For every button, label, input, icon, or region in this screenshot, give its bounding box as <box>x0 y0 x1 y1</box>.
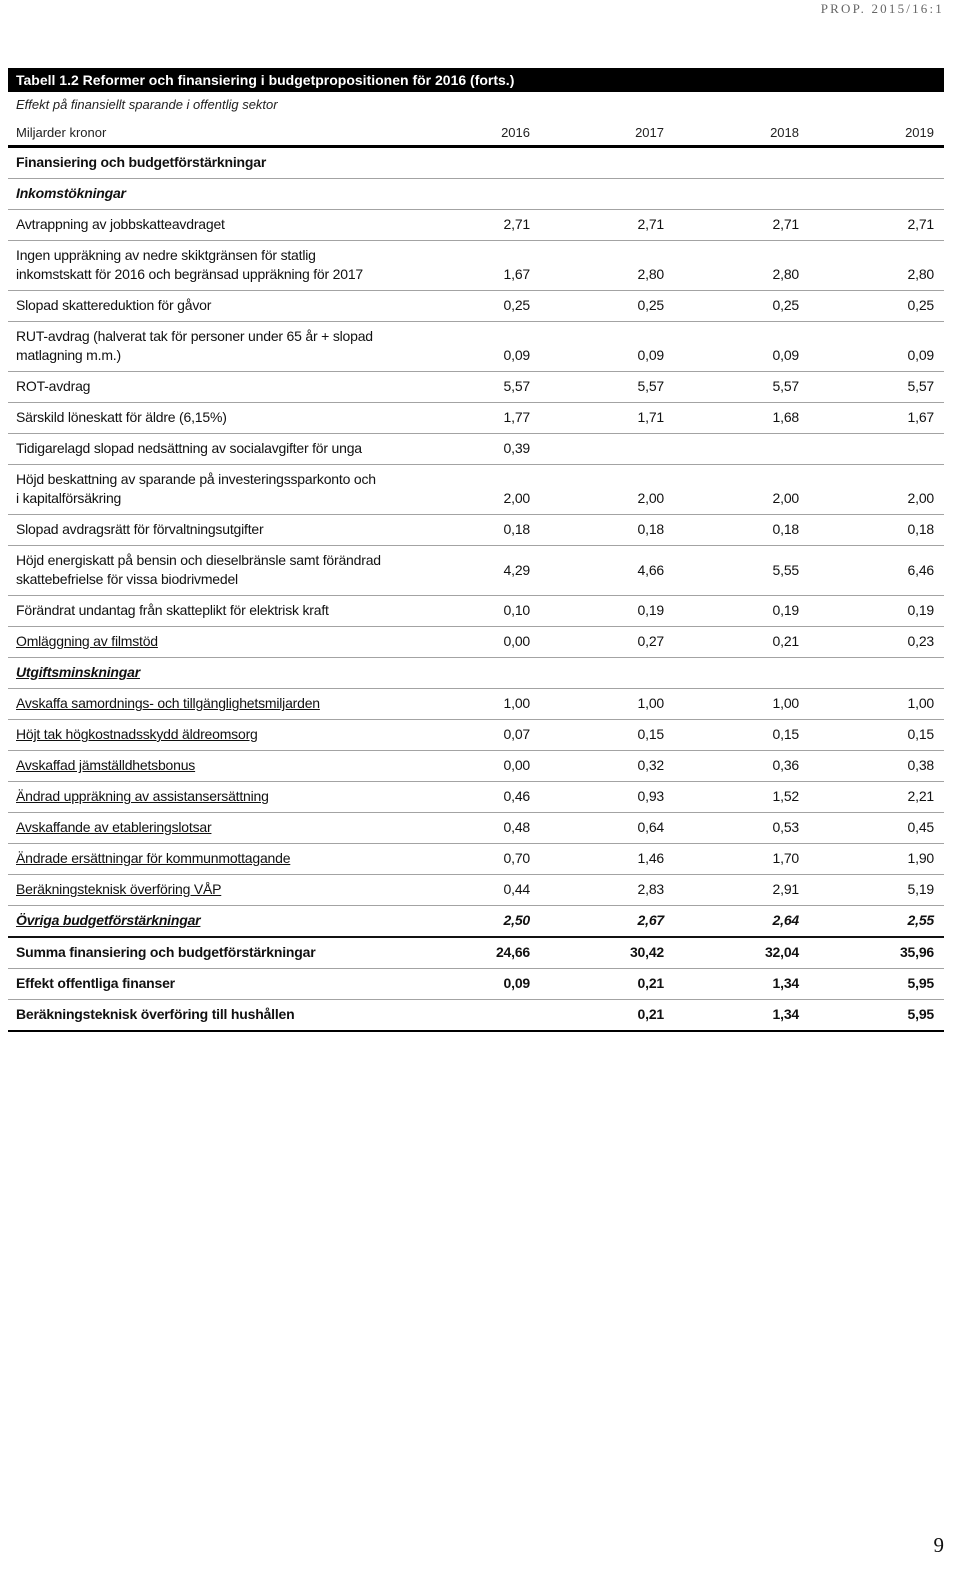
expenditure-heading: Utgiftsminskningar <box>16 664 140 680</box>
value-2017: 2,83 <box>637 881 664 897</box>
value-2019: 0,23 <box>907 633 934 649</box>
table-row <box>8 546 944 596</box>
table-row <box>8 291 944 322</box>
value-2017: 0,93 <box>637 788 664 804</box>
value-2016: 2,50 <box>503 912 530 928</box>
row-label: Avskaffande av etableringslotsar <box>16 819 212 835</box>
page-number: 9 <box>933 1533 944 1557</box>
table-row <box>8 241 944 291</box>
value-2018: 1,70 <box>772 850 799 866</box>
value-2017: 0,64 <box>637 819 664 835</box>
row-label: Särskild löneskatt för äldre (6,15%) <box>16 409 227 425</box>
value-2019: 0,18 <box>907 521 934 537</box>
table-header-row <box>8 118 944 148</box>
value-2019: 5,19 <box>907 881 934 897</box>
value-2019: 5,95 <box>907 975 934 991</box>
value-2019: 5,95 <box>907 1006 934 1022</box>
value-2016: 0,70 <box>503 850 530 866</box>
table-row <box>8 782 944 813</box>
revenue-heading: Inkomstökningar <box>16 185 126 201</box>
table-row <box>8 596 944 627</box>
value-2018: 0,53 <box>772 819 799 835</box>
row-label: Omläggning av filmstöd <box>16 633 158 649</box>
value-2019: 0,19 <box>907 602 934 618</box>
row-label: Ändrad uppräkning av assistansersättning <box>16 788 269 804</box>
table-row <box>8 969 944 1000</box>
value-2016: 5,57 <box>503 378 530 394</box>
value-2017: 0,21 <box>637 1006 664 1022</box>
value-2016: 2,71 <box>503 216 530 232</box>
value-2018: 2,71 <box>772 216 799 232</box>
value-2016: 0,00 <box>503 757 530 773</box>
value-2019: 1,67 <box>907 409 934 425</box>
value-2016: 0,25 <box>503 297 530 313</box>
value-2019: 1,00 <box>907 695 934 711</box>
section-heading: Finansiering och budgetförstärkningar <box>16 154 267 170</box>
value-2016: 4,29 <box>503 561 530 578</box>
value-2017: 5,57 <box>637 378 664 394</box>
year-header-2019: 2019 <box>905 125 934 140</box>
value-2017: 0,25 <box>637 297 664 313</box>
value-2018: 0,18 <box>772 521 799 537</box>
table-row <box>8 322 944 372</box>
value-2019: 2,00 <box>907 490 934 506</box>
row-label: Tidigarelagd slopad nedsättning av socialavgifter för unga <box>16 440 362 456</box>
value-2016: 1,67 <box>503 266 530 282</box>
value-2018: 1,68 <box>772 409 799 425</box>
row-label: Avskaffa samordnings- och tillgänglighetsmiljarden <box>16 695 320 711</box>
table-subtitle: Effekt på finansiellt sparande i offentlig sektor <box>16 97 278 112</box>
value-2018: 2,91 <box>772 881 799 897</box>
value-2016: 0,39 <box>503 440 530 456</box>
value-2016: 0,10 <box>503 602 530 618</box>
value-2018: 0,15 <box>772 726 799 742</box>
value-2016: 0,46 <box>503 788 530 804</box>
value-2016: 1,77 <box>503 409 530 425</box>
value-2017: 0,19 <box>637 602 664 618</box>
value-2017: 1,46 <box>637 850 664 866</box>
table-row <box>8 515 944 546</box>
value-2017: 2,67 <box>637 912 664 928</box>
value-2017: 0,09 <box>637 347 664 363</box>
value-2016: 1,00 <box>503 695 530 711</box>
unit-label: Miljarder kronor <box>16 125 107 140</box>
value-2018: 2,64 <box>772 912 799 928</box>
table-row <box>8 906 944 938</box>
row-label: Avskaffad jämställdhetsbonus <box>16 757 196 773</box>
table-row <box>8 627 944 658</box>
value-2019: 35,96 <box>899 944 934 960</box>
value-2017: 0,27 <box>637 633 664 649</box>
value-2018: 0,25 <box>772 297 799 313</box>
value-2018: 1,00 <box>772 695 799 711</box>
other-budget-row <box>8 906 944 938</box>
row-label: Höjd energiskatt på bensin och dieselbränsle samt förändrad skattebefrielse för vissa biodrivmedel <box>16 552 381 587</box>
row-label: Beräkningsteknisk överföring VÅP <box>16 881 222 897</box>
value-2016: 24,66 <box>495 944 530 960</box>
value-2016: 0,48 <box>503 819 530 835</box>
table-row <box>8 210 944 241</box>
table-row <box>8 813 944 844</box>
row-label: Avtrappning av jobbskatteavdraget <box>16 216 225 232</box>
value-2019: 0,25 <box>907 297 934 313</box>
value-2018: 5,55 <box>772 561 799 578</box>
value-2018: 0,36 <box>772 757 799 773</box>
table-row <box>8 751 944 782</box>
table-row <box>8 403 944 434</box>
value-2016: 0,44 <box>503 881 530 897</box>
value-2016: 2,00 <box>503 490 530 506</box>
table-row <box>8 720 944 751</box>
expenditure-rows <box>8 689 944 906</box>
row-label: Slopad avdragsrätt för förvaltningsutgifter <box>16 521 264 537</box>
value-2018: 2,00 <box>772 490 799 506</box>
value-2017: 2,00 <box>637 490 664 506</box>
value-2017: 2,71 <box>637 216 664 232</box>
row-label: Höjt tak högkostnadsskydd äldreomsorg <box>16 726 258 742</box>
year-header-2017: 2017 <box>635 125 664 140</box>
value-2017: 1,00 <box>637 695 664 711</box>
table-title: Tabell 1.2 Reformer och finansiering i budgetpropositionen för 2016 (forts.) <box>8 68 944 92</box>
row-label: Övriga budgetförstärkningar <box>16 912 201 928</box>
value-2019: 5,57 <box>907 378 934 394</box>
value-2019: 0,09 <box>907 347 934 363</box>
table-row <box>8 875 944 906</box>
row-label: ROT-avdrag <box>16 378 91 394</box>
totals-rows <box>8 938 944 1032</box>
value-2019: 6,46 <box>907 561 934 578</box>
year-header-2016: 2016 <box>501 125 530 140</box>
value-2017: 0,18 <box>637 521 664 537</box>
year-header-2018: 2018 <box>770 125 799 140</box>
row-label: Ändrade ersättningar för kommunmottagande <box>16 850 291 866</box>
table-row <box>8 938 944 969</box>
value-2016: 0,09 <box>503 975 530 991</box>
value-2019: 2,21 <box>907 788 934 804</box>
value-2019: 0,15 <box>907 726 934 742</box>
value-2018: 1,34 <box>772 1006 799 1022</box>
table-row <box>8 434 944 465</box>
value-2016: 0,09 <box>503 347 530 363</box>
revenue-rows <box>8 210 944 658</box>
table-row <box>8 844 944 875</box>
expenditure-heading-row <box>8 658 944 689</box>
table-row <box>8 689 944 720</box>
value-2017: 30,42 <box>629 944 664 960</box>
section-heading-row <box>8 148 944 179</box>
table-row <box>8 465 944 515</box>
table-row <box>8 372 944 403</box>
value-2018: 0,09 <box>772 347 799 363</box>
row-label: Ingen uppräkning av nedre skiktgränsen för statlig inkomstskatt för 2016 och begränsad uppräkning för 2017 <box>16 247 364 282</box>
value-2018: 2,80 <box>772 266 799 282</box>
value-2018: 32,04 <box>764 944 799 960</box>
value-2018: 1,52 <box>772 788 799 804</box>
value-2018: 0,21 <box>772 633 799 649</box>
value-2018: 0,19 <box>772 602 799 618</box>
value-2017: 1,71 <box>637 409 664 425</box>
value-2016: 0,07 <box>503 726 530 742</box>
row-label: Höjd beskattning av sparande på investeringssparkonto och i kapitalförsäkring <box>16 471 376 506</box>
row-label: Förändrat undantag från skatteplikt för elektrisk kraft <box>16 602 329 618</box>
value-2017: 4,66 <box>637 561 664 578</box>
row-label: Slopad skattereduktion för gåvor <box>16 297 212 313</box>
value-2019: 1,90 <box>907 850 934 866</box>
value-2017: 0,15 <box>637 726 664 742</box>
value-2017: 0,21 <box>637 975 664 991</box>
value-2019: 0,38 <box>907 757 934 773</box>
value-2016: 0,00 <box>503 633 530 649</box>
row-label: Summa finansiering och budgetförstärkningar <box>16 944 316 960</box>
row-label: RUT-avdrag (halverat tak för personer under 65 år + slopad matlagning m.m.) <box>16 328 373 363</box>
value-2017: 0,32 <box>637 757 664 773</box>
value-2018: 5,57 <box>772 378 799 394</box>
revenue-heading-row <box>8 179 944 210</box>
value-2019: 0,45 <box>907 819 934 835</box>
page-header: PROP. 2015/16:1 <box>820 1 944 16</box>
table-row <box>8 1000 944 1032</box>
value-2016: 0,18 <box>503 521 530 537</box>
row-label: Effekt offentliga finanser <box>16 975 175 991</box>
value-2019: 2,71 <box>907 216 934 232</box>
budget-table <box>8 68 944 1032</box>
value-2019: 2,55 <box>907 912 934 928</box>
value-2018: 1,34 <box>772 975 799 991</box>
value-2017: 2,80 <box>637 266 664 282</box>
value-2019: 2,80 <box>907 266 934 282</box>
row-label: Beräkningsteknisk överföring till hushållen <box>16 1006 295 1022</box>
